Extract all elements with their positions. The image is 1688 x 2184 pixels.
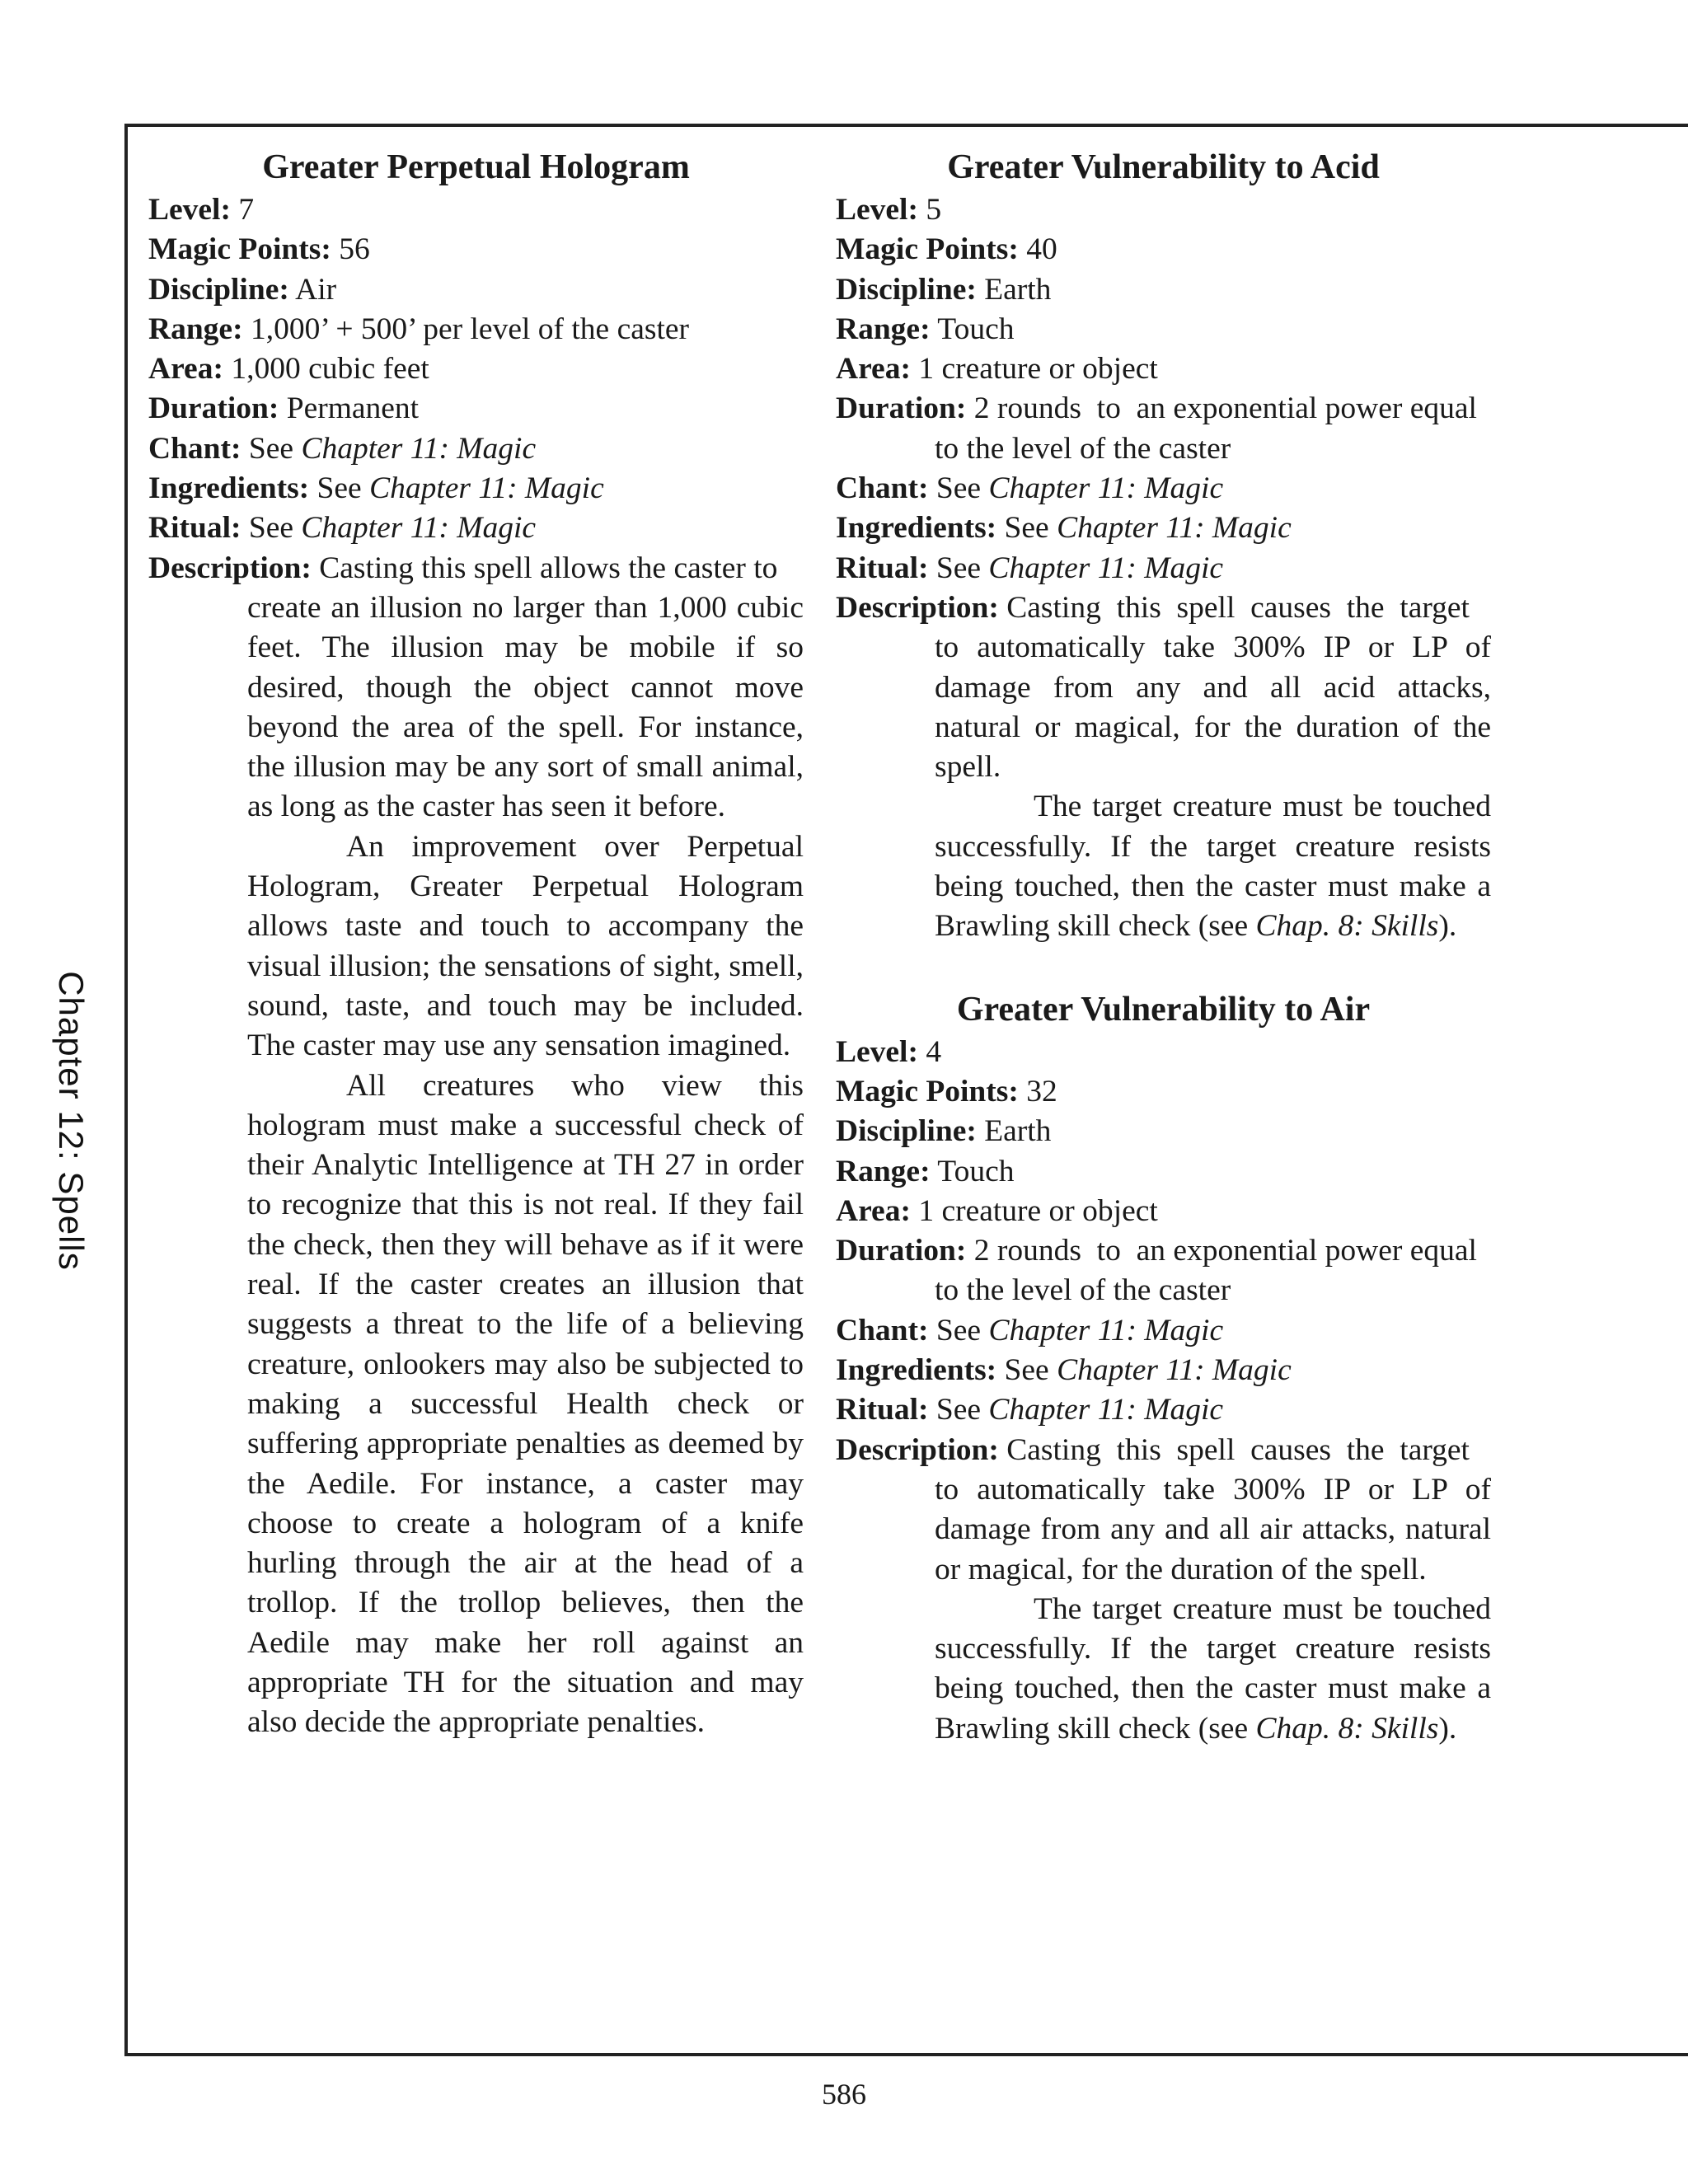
magic-points-label: Magic Points: xyxy=(836,1074,1019,1108)
chant-line xyxy=(836,1311,1491,1351)
description-paragraph: to automatically take 300% IP or LP of damage from any and all air attacks, natural or magical, for the duration of the spell. xyxy=(935,1472,1491,1586)
discipline-line xyxy=(148,270,804,310)
range-label: Range: xyxy=(836,312,931,346)
level-line xyxy=(836,190,1491,230)
see-text: See xyxy=(1004,511,1049,546)
level-value: 5 xyxy=(926,193,942,227)
area-line xyxy=(836,1192,1491,1231)
ingredients-line xyxy=(148,469,804,509)
discipline-value: Earth xyxy=(984,1114,1052,1149)
spell-title: Greater Perpetual Hologram xyxy=(262,148,690,186)
ingredients-label: Ingredients: xyxy=(836,1353,997,1388)
skills-reference: Chap. 8: Skills xyxy=(1255,1711,1439,1746)
magic-points-line xyxy=(836,230,1491,269)
description-paragraph: create an illusion no larger than 1,000 cubic feet. The illusion may be mobile if so desired, though the object cannot move beyond the area of the spell. For instance, the illusion may be any sort of small animal, as long as the caster has seen it before. xyxy=(247,590,804,824)
discipline-label: Discipline: xyxy=(836,272,977,307)
description-line xyxy=(148,549,804,588)
area-line xyxy=(836,349,1491,389)
paragraph-text: The target creature must be touched successfully. If the target creature resists being touched, then the caster must make a Brawling skill check (see xyxy=(935,790,1491,944)
ritual-line xyxy=(836,1390,1491,1430)
see-text: See xyxy=(935,1393,982,1427)
discipline-label: Discipline: xyxy=(148,272,289,307)
duration-value: 2 rounds to an exponential power equal xyxy=(973,391,1477,426)
description-paragraph: to automatically take 300% IP or LP of damage from any and all acid attacks, natural or magical, for the duration of the spell. xyxy=(935,630,1491,785)
discipline-label: Discipline: xyxy=(836,1114,977,1149)
range-value: Touch xyxy=(937,312,1015,346)
level-line xyxy=(148,190,804,230)
description-body xyxy=(148,588,804,1743)
page-number: 586 xyxy=(822,2078,866,2111)
magic-points-line xyxy=(836,1072,1491,1112)
ingredients-line xyxy=(836,1351,1491,1390)
area-label: Area: xyxy=(836,352,911,387)
level-label: Level: xyxy=(148,193,231,227)
description-paragraph xyxy=(935,1590,1491,1749)
magic-points-value: 56 xyxy=(339,232,370,267)
description-line xyxy=(836,588,1491,628)
paragraph-text: ). xyxy=(1438,1711,1457,1746)
spell-title: Greater Vulnerability to Acid xyxy=(947,148,1380,186)
description-label: Description: xyxy=(148,551,312,585)
paragraph-text: ). xyxy=(1438,909,1457,944)
duration-label: Duration: xyxy=(148,391,279,426)
magic-points-label: Magic Points: xyxy=(836,232,1019,267)
see-text: See xyxy=(248,511,294,546)
see-text: See xyxy=(248,431,294,466)
discipline-line xyxy=(836,1112,1491,1151)
duration-line xyxy=(148,389,804,429)
discipline-value: Earth xyxy=(984,272,1052,307)
duration-label: Duration: xyxy=(836,391,967,426)
description-body xyxy=(836,1470,1491,1749)
description-paragraph xyxy=(935,787,1491,946)
duration-line xyxy=(836,389,1491,429)
range-label: Range: xyxy=(836,1154,931,1188)
duration-value: Permanent xyxy=(286,391,420,426)
description-paragraph: All creatures who view this hologram must make a successful check of their Analytic Intelligence at TH 27 in order to recognize that this is not real. If they fail the check, then they will behave as if it were real. If the caster creates an illusion that suggests a threat to the life of a believing creature, onlookers may also be subjected to making a successful Health check or suffering appropriate penalties as deemed by the Aedile. For instance, a caster may choose to create a hologram of a knife hurling through the air at the head of a trollop. If the trollop believes, then the Aedile may make her roll against an appropriate TH for the situation and may also decide the appropriate penalties. xyxy=(247,1068,804,1740)
chant-line xyxy=(836,469,1491,509)
range-line xyxy=(836,310,1491,349)
chapter-reference: Chapter 11: Magic xyxy=(369,471,604,506)
paragraph-text: The target creature must be touched successfully. If the target creature resists being touched, then the caster must make a Brawling skill check (see xyxy=(935,1591,1491,1746)
chant-label: Chant: xyxy=(836,471,929,506)
chapter-reference: Chapter 11: Magic xyxy=(1057,511,1292,546)
spell-entry xyxy=(148,144,804,1743)
discipline-line xyxy=(836,270,1491,310)
area-label: Area: xyxy=(148,352,223,387)
chapter-reference: Chapter 11: Magic xyxy=(301,511,537,546)
chant-line xyxy=(148,429,804,469)
magic-points-line xyxy=(148,230,804,269)
description-paragraph: An improvement over Perpetual Hologram, Greater Perpetual Hologram allows taste and touch to accompany the visual illusion; the sensations of sight, smell, sound, taste, and touch may be included. The caster may use any sensation imagined. xyxy=(247,829,804,1063)
range-line xyxy=(836,1152,1491,1192)
ritual-line xyxy=(836,549,1491,588)
area-value: 1,000 cubic feet xyxy=(231,352,429,387)
right-column xyxy=(836,144,1491,1749)
ritual-label: Ritual: xyxy=(836,551,929,585)
chapter-reference: Chapter 11: Magic xyxy=(988,471,1224,506)
discipline-value: Air xyxy=(295,272,337,307)
chant-label: Chant: xyxy=(836,1313,929,1347)
ingredients-label: Ingredients: xyxy=(836,511,997,546)
see-text: See xyxy=(316,471,362,506)
chapter-reference: Chapter 11: Magic xyxy=(988,1393,1224,1427)
ritual-label: Ritual: xyxy=(836,1393,929,1427)
chapter-reference: Chapter 11: Magic xyxy=(988,551,1224,585)
spell-title: Greater Vulnerability to Air xyxy=(956,990,1371,1029)
ingredients-line xyxy=(836,509,1491,548)
level-label: Level: xyxy=(836,193,918,227)
description-line xyxy=(836,1431,1491,1470)
range-value: 1,000’ + 500’ per level of the caster xyxy=(250,312,690,346)
see-text: See xyxy=(1004,1353,1049,1388)
see-text: See xyxy=(935,471,982,506)
see-text: See xyxy=(935,1313,982,1347)
level-value: 4 xyxy=(926,1034,942,1069)
level-label: Level: xyxy=(836,1034,918,1069)
level-line xyxy=(836,1033,1491,1072)
chapter-side-label: Chapter 12: Spells xyxy=(52,971,91,1271)
spell-entry xyxy=(836,987,1491,1749)
area-value: 1 creature or object xyxy=(918,352,1158,387)
spell-entry xyxy=(836,144,1491,947)
duration-continuation: to the level of the caster xyxy=(935,431,1231,466)
level-value: 7 xyxy=(238,193,255,227)
range-value: Touch xyxy=(937,1154,1015,1188)
magic-points-label: Magic Points: xyxy=(148,232,331,267)
ingredients-label: Ingredients: xyxy=(148,471,310,506)
duration-value: 2 rounds to an exponential power equal xyxy=(973,1234,1477,1268)
skills-reference: Chap. 8: Skills xyxy=(1255,909,1439,944)
chapter-reference: Chapter 11: Magic xyxy=(1057,1353,1292,1388)
description-start: Casting this spell causes the target xyxy=(1006,590,1470,625)
ritual-line xyxy=(148,509,804,548)
area-label: Area: xyxy=(836,1193,911,1228)
description-label: Description: xyxy=(836,590,999,625)
duration-continuation: to the level of the caster xyxy=(935,1273,1231,1308)
description-label: Description: xyxy=(836,1432,999,1467)
description-start: Casting this spell causes the target xyxy=(1006,1432,1470,1467)
chapter-reference: Chapter 11: Magic xyxy=(988,1313,1224,1347)
range-label: Range: xyxy=(148,312,243,346)
chapter-reference: Chapter 11: Magic xyxy=(301,431,537,466)
magic-points-value: 32 xyxy=(1026,1074,1057,1108)
see-text: See xyxy=(935,551,982,585)
range-line xyxy=(148,310,804,349)
area-line xyxy=(148,349,804,389)
description-start: Casting this spell allows the caster to xyxy=(319,551,778,585)
area-value: 1 creature or object xyxy=(918,1193,1158,1228)
chant-label: Chant: xyxy=(148,431,241,466)
description-body xyxy=(836,628,1491,946)
ritual-label: Ritual: xyxy=(148,511,241,546)
duration-label: Duration: xyxy=(836,1234,967,1268)
magic-points-value: 40 xyxy=(1026,232,1057,267)
left-column xyxy=(148,144,804,1743)
duration-line xyxy=(836,1231,1491,1271)
